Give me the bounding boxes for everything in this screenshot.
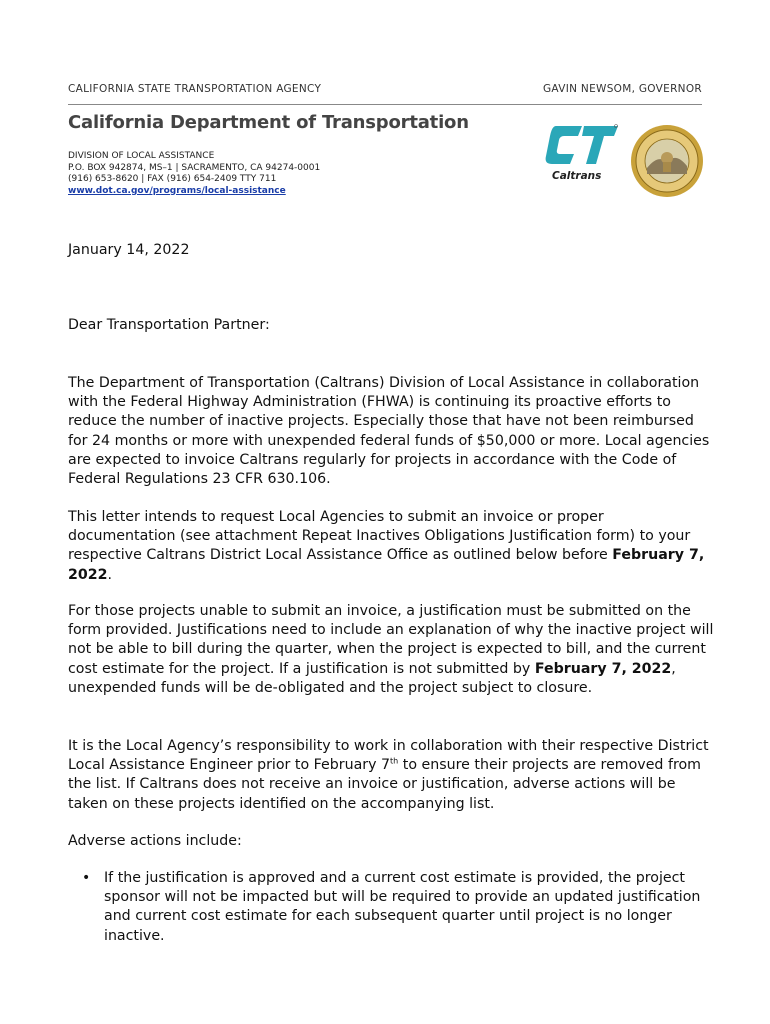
caltrans-ct-icon (546, 125, 618, 165)
california-seal-icon (630, 124, 704, 198)
paragraph-2 (68, 508, 714, 585)
paragraph-5: Adverse actions include: (68, 833, 242, 849)
paragraph-3-text: For those projects unable to submit an invoice, a justification must be submitted on the form provided. Justifications need to include an explanation of why the inactive project will not be able to bill during the quarter, when the project is expected to bill, and the current cost estimate for the project. If a justification is not submitted by (68, 603, 714, 677)
paragraph-3-end: , unexpended funds will be de-obligated and the project subject to closure. (68, 660, 676, 696)
header-divider (68, 104, 702, 105)
paragraph-2-text: This letter intends to request Local Agencies to submit an invoice or proper documentation (see attachment Repeat Inactives Obligations Justification form) to your respective Caltrans District Local Assistance Office as outlined below before (68, 509, 691, 564)
phone-fax: (916) 653-8620 | FAX (916) 654-2409 TTY 711 (68, 174, 277, 184)
bullet-icon: • (82, 870, 91, 886)
paragraph-2-deadline: February 7, 2022 (68, 547, 705, 583)
paragraph-4-end: to ensure their projects are removed from the list. If Caltrans does not receive an invoice or justification, adverse actions will be taken on these projects identified on the accompanying list. (68, 757, 701, 812)
address-block (68, 151, 320, 197)
paragraph-4-superscript: th (390, 756, 399, 766)
paragraph-2-end: . (107, 566, 113, 583)
division-name: DIVISION OF LOCAL ASSISTANCE (68, 151, 215, 161)
caltrans-logo (542, 122, 620, 184)
governor-name: GAVIN NEWSOM, GOVERNOR (543, 83, 702, 95)
letter-date: January 14, 2022 (68, 242, 190, 258)
paragraph-4 (68, 737, 714, 814)
paragraph-4-text: It is the Local Agency’s responsibility to work in collaboration with their respective District Local Assistance Engineer prior to February 7 (68, 738, 709, 774)
paragraph-3-deadline: February 7, 2022 (534, 660, 672, 677)
agency-name: CALIFORNIA STATE TRANSPORTATION AGENCY (68, 83, 322, 95)
department-title: California Department of Transportation (68, 112, 469, 133)
mailing-address: P.O. BOX 942874, MS–1 | SACRAMENTO, CA 94274-0001 (68, 162, 321, 173)
caltrans-logo-text: Caltrans (552, 170, 602, 182)
paragraph-1: The Department of Transportation (Caltrans) Division of Local Assistance in collaboration with the Federal Highway Administration (FHWA) is continuing its proactive efforts to reduce the number of inactive projects. Especially those that have not been reimbursed for 24 months or more with unexpended federal funds of $50,000 or more. Local agencies are expected to invoice Caltrans regularly for projects in accordance with the Code of Federal Regulations 23 CFR 630.106. (68, 375, 710, 488)
website-link[interactable]: www.dot.ca.gov/programs/local-assistance (68, 185, 286, 196)
bullet-item-1: If the justification is approved and a current cost estimate is provided, the project sponsor will not be impacted but will be required to provide an updated justification and current cost estimate for each subsequent quarter until project is no longer inactive. (104, 870, 701, 944)
letter-greeting: Dear Transportation Partner: (68, 317, 270, 333)
paragraph-3 (68, 602, 714, 698)
